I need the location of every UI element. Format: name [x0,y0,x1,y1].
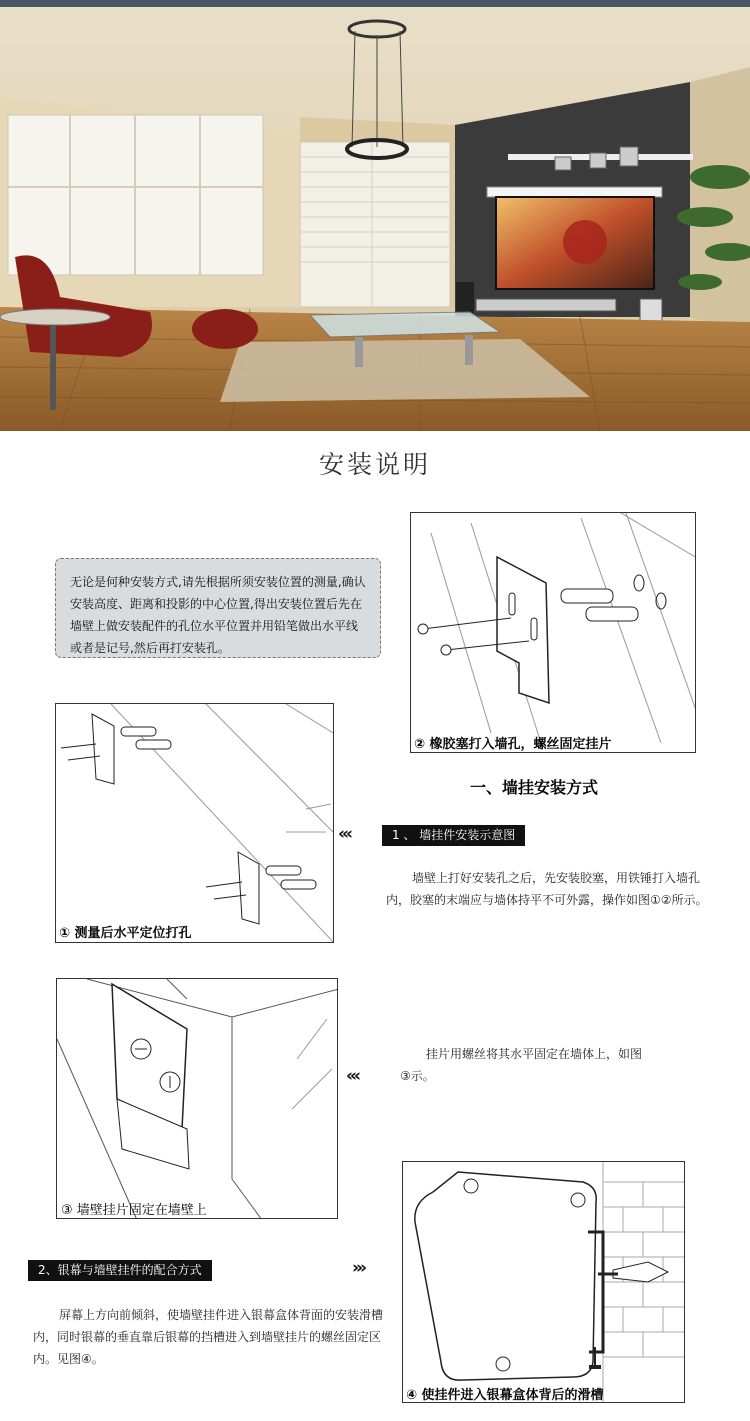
screen-case-drawing [403,1162,685,1403]
hero-image [0,7,750,431]
figure-2 [410,512,696,753]
section2-text: 屏幕上方向前倾斜，使墙壁挂件进入银幕盒体背面的安装滑槽内，同时银幕的垂直靠后银幕的挡槽进入到墙壁挂片的螺丝固定区内。见图④。 [33,1308,384,1366]
figure-3 [56,978,338,1219]
wall-plug-drawing [411,513,696,753]
drill-holes-drawing [56,704,334,943]
arrow-right-icon: ››› [352,1258,365,1278]
top-bar [0,0,750,7]
section2-label: 2、银幕与墙壁挂件的配合方式 [28,1260,212,1281]
page-title: 安装说明 [318,450,431,479]
arrow-left-icon: ‹‹‹ [338,824,351,844]
figure-1 [55,703,334,943]
figure-4 [402,1161,685,1403]
arrow-left-icon-2: ‹‹‹ [346,1066,359,1086]
intro-note: 无论是何种安装方式,请先根据所须安装位置的测量,确认安装高度、距离和投影的中心位置,得出安装位置后先在墙壁上做安装配件的孔位水平位置并用铅笔做出水平线或者是记号,然后再打安装孔。 [55,558,381,658]
bracket-fixed-drawing [57,979,338,1219]
figure-3-caption: ③ 墙壁挂片固定在墙壁上 [61,1203,207,1218]
figure-4-caption: ④ 使挂件进入银幕盒体背后的滑槽 [406,1388,604,1403]
figure-2-caption: ② 橡胶塞打入墙孔，螺丝固定挂片 [414,737,612,752]
sub1-label: 1 、 墙挂件安装示意图 [382,825,525,846]
sub1-text: 墙壁上打好安装孔之后，先安装胶塞，用铁锤打入墙孔内，胶塞的末端应与墙体持平不可外露，操作如图①②所示。 [386,871,708,907]
section1-heading: 一、墙挂安装方式 [470,778,599,797]
step3-text: 挂片用螺丝将其水平固定在墙体上，如图③示。 [400,1047,643,1083]
figure-1-caption: ① 测量后水平定位打孔 [59,926,192,941]
